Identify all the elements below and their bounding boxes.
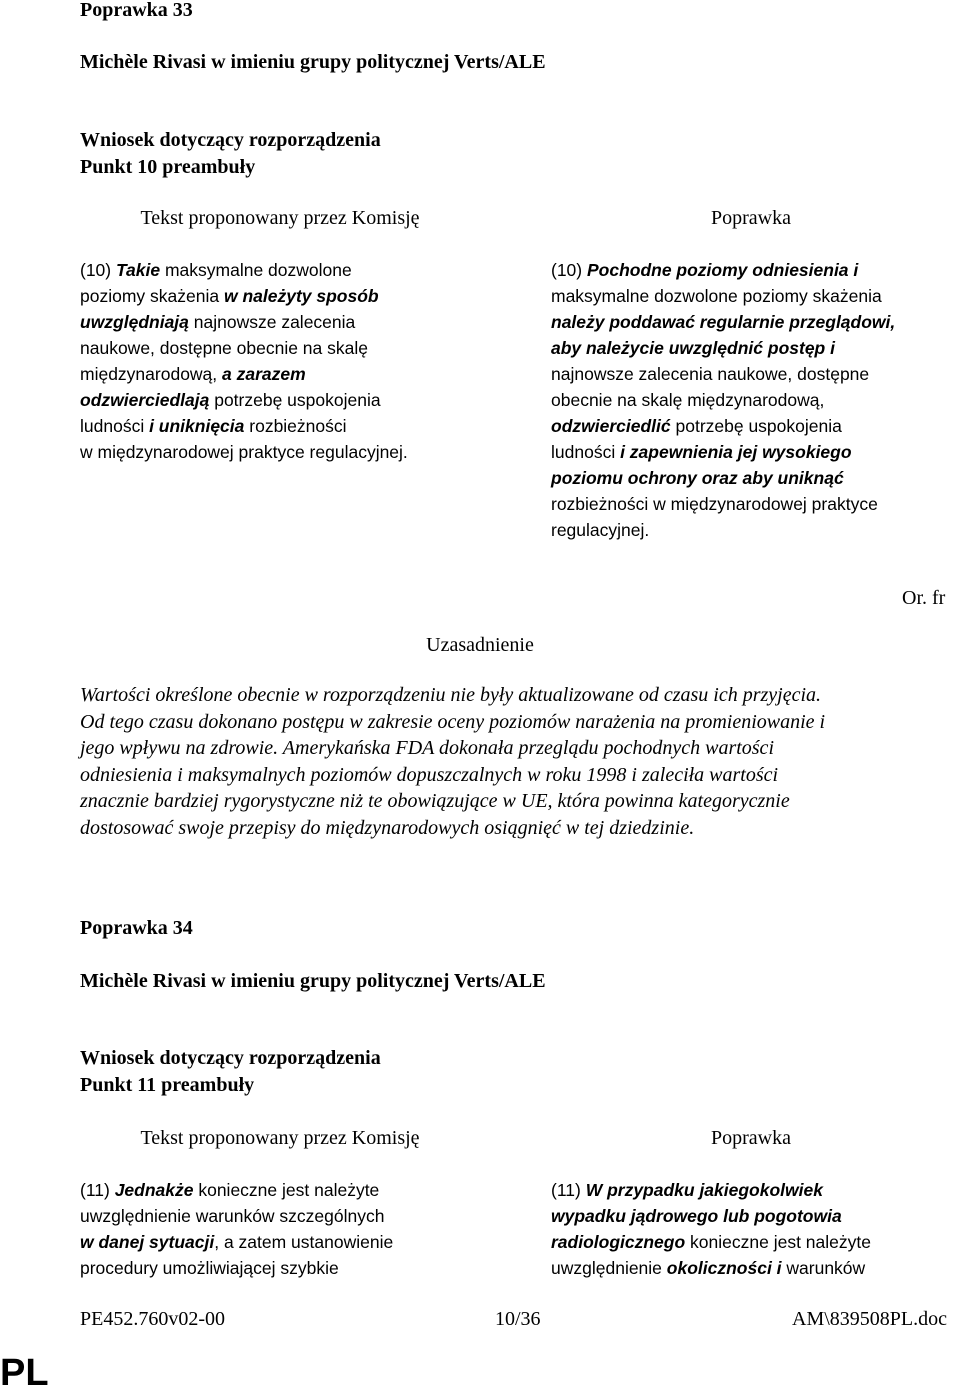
emphasized-text: należy poddawać regularnie przeglądowi, (551, 312, 896, 332)
left-column-header: Tekst proponowany przez Komisję (140, 1127, 420, 1149)
text-line (551, 1177, 871, 1203)
proposal-target: Punkt 10 preambuły (80, 156, 256, 178)
justification-line: dostosować swoje przepisy do międzynarodowych osiągnięć w tej dziedzinie. (80, 816, 695, 839)
amendment-heading: Poprawka 34 (80, 917, 193, 939)
text-segment: najnowsze zalecenia (188, 312, 356, 332)
text-segment: rozbieżności w międzynarodowej praktyce (551, 494, 878, 514)
commission-text (80, 257, 408, 465)
text-segment: naukowe, dostępne obecnie na skalę (80, 338, 368, 358)
emphasized-text: odzwierciedlają (80, 390, 210, 410)
footer-language-code: PL (0, 1352, 49, 1394)
emphasized-text: i zapewnienia jej wysokiego (620, 442, 852, 462)
emphasized-text: Pochodne poziomy odniesienia i (586, 260, 859, 280)
text-segment: potrzebę uspokojenia (209, 390, 381, 410)
text-line (80, 335, 408, 361)
emphasized-text: poziomu ochrony oraz aby uniknąć (551, 468, 844, 488)
text-line (80, 1229, 393, 1255)
emphasized-text: i uniknięcia (149, 416, 245, 436)
text-line (551, 387, 895, 413)
text-segment: konieczne jest należyte (685, 1232, 871, 1252)
amendment-author: Michèle Rivasi w imieniu grupy politycznej Verts/ALE (80, 51, 546, 73)
emphasized-text: Takie (115, 260, 161, 280)
text-line (80, 439, 408, 465)
text-segment: procedury umożliwiającej szybkie (80, 1258, 339, 1278)
text-line (551, 439, 895, 465)
emphasized-text: aby należycie uwzględnić postęp i (551, 338, 835, 358)
text-line (551, 309, 895, 335)
justification-line: odniesienia i maksymalnych poziomów dopuszczalnych w roku 1998 i zaleciła wartości (80, 763, 779, 786)
text-line (80, 1203, 393, 1229)
emphasized-text: w danej sytuacji (80, 1232, 215, 1252)
text-segment: potrzebę uspokojenia (670, 416, 842, 436)
text-line (551, 1229, 871, 1255)
text-segment: poziomy skażenia (80, 286, 224, 306)
text-line (551, 517, 895, 543)
text-segment: maksymalne dozwolone poziomy skażenia (551, 286, 882, 306)
text-line (80, 257, 408, 283)
text-line (551, 1203, 871, 1229)
emphasized-text: okoliczności i (666, 1258, 782, 1278)
text-line (80, 413, 408, 439)
proposal-target: Punkt 11 preambuły (80, 1074, 255, 1096)
text-line (551, 491, 895, 517)
right-column-header: Poprawka (711, 207, 791, 229)
text-segment: warunków (781, 1258, 866, 1278)
footer-page-number: 10/36 (495, 1308, 541, 1330)
text-line (80, 1255, 393, 1281)
text-line (551, 335, 895, 361)
justification-line: Od tego czasu dokonano postępu w zakresie oceny poziomów narażenia na promieniowanie i (80, 710, 826, 733)
justification-text (80, 682, 825, 841)
text-line (80, 309, 408, 335)
emphasized-text: a zarazem (222, 364, 306, 384)
emphasized-text: Jednakże (114, 1180, 194, 1200)
text-line (80, 1177, 393, 1203)
amendment-text (551, 257, 895, 543)
text-line (551, 283, 895, 309)
text-line (80, 387, 408, 413)
text-segment: konieczne jest należyte (193, 1180, 380, 1200)
text-segment: regulacyjnej. (551, 520, 650, 540)
text-segment: (10) (80, 260, 116, 280)
text-segment: rozbieżności (244, 416, 347, 436)
original-language: Or. fr (902, 587, 946, 609)
emphasized-text: w należyty sposób (223, 286, 379, 306)
justification-line: Wartości określone obecnie w rozporządzeniu nie były aktualizowane od czasu ich przyjęcia. (80, 684, 822, 706)
text-segment: (11) (80, 1180, 115, 1200)
right-column-header: Poprawka (711, 1127, 791, 1149)
text-segment: (10) (551, 260, 587, 280)
text-segment: w międzynarodowej praktyce regulacyjnej. (80, 442, 408, 462)
justification-line: znacznie bardziej rygorystyczne niż te obowiązujące w UE, która powinna kategorycznie (80, 790, 790, 812)
justification-line: jego wpływu na zdrowie. Amerykańska FDA dokonała przeglądu pochodnych wartości (80, 737, 774, 759)
text-line (80, 283, 408, 309)
justification-title: Uzasadnienie (426, 634, 534, 656)
text-line (551, 361, 895, 387)
text-segment: obecnie na skalę międzynarodową, (551, 390, 825, 410)
amendment-author: Michèle Rivasi w imieniu grupy politycznej Verts/ALE (80, 970, 546, 992)
emphasized-text: uwzględniają (80, 312, 189, 332)
left-column-header: Tekst proponowany przez Komisję (140, 207, 420, 229)
commission-text (80, 1177, 393, 1281)
proposal-type: Wniosek dotyczący rozporządzenia (80, 129, 381, 151)
text-segment: ludności (80, 416, 150, 436)
text-segment: międzynarodową, (80, 364, 223, 384)
text-line (551, 257, 895, 283)
text-line (551, 465, 895, 491)
amendment-heading: Poprawka 33 (80, 0, 193, 21)
text-line (551, 413, 895, 439)
text-segment: uwzględnienie warunków szczególnych (80, 1206, 385, 1226)
text-segment: maksymalne dozwolone (160, 260, 352, 280)
text-line (80, 361, 408, 387)
amendment-text (551, 1177, 871, 1281)
footer-file-name: AM\839508PL.doc (792, 1308, 947, 1330)
text-segment: (11) (551, 1180, 586, 1200)
proposal-type: Wniosek dotyczący rozporządzenia (80, 1047, 381, 1069)
emphasized-text: odzwierciedlić (551, 416, 671, 436)
emphasized-text: wypadku jądrowego lub pogotowia (551, 1206, 842, 1226)
text-segment: , a zatem ustanowienie (214, 1232, 394, 1252)
emphasized-text: W przypadku jakiegokolwiek (585, 1180, 823, 1200)
text-segment: najnowsze zalecenia naukowe, dostępne (551, 364, 870, 384)
emphasized-text: radiologicznego (551, 1232, 686, 1252)
footer-doc-ref: PE452.760v02-00 (80, 1308, 225, 1330)
text-segment: uwzględnienie (551, 1258, 667, 1278)
text-segment: ludności (551, 442, 621, 462)
text-line (551, 1255, 871, 1281)
